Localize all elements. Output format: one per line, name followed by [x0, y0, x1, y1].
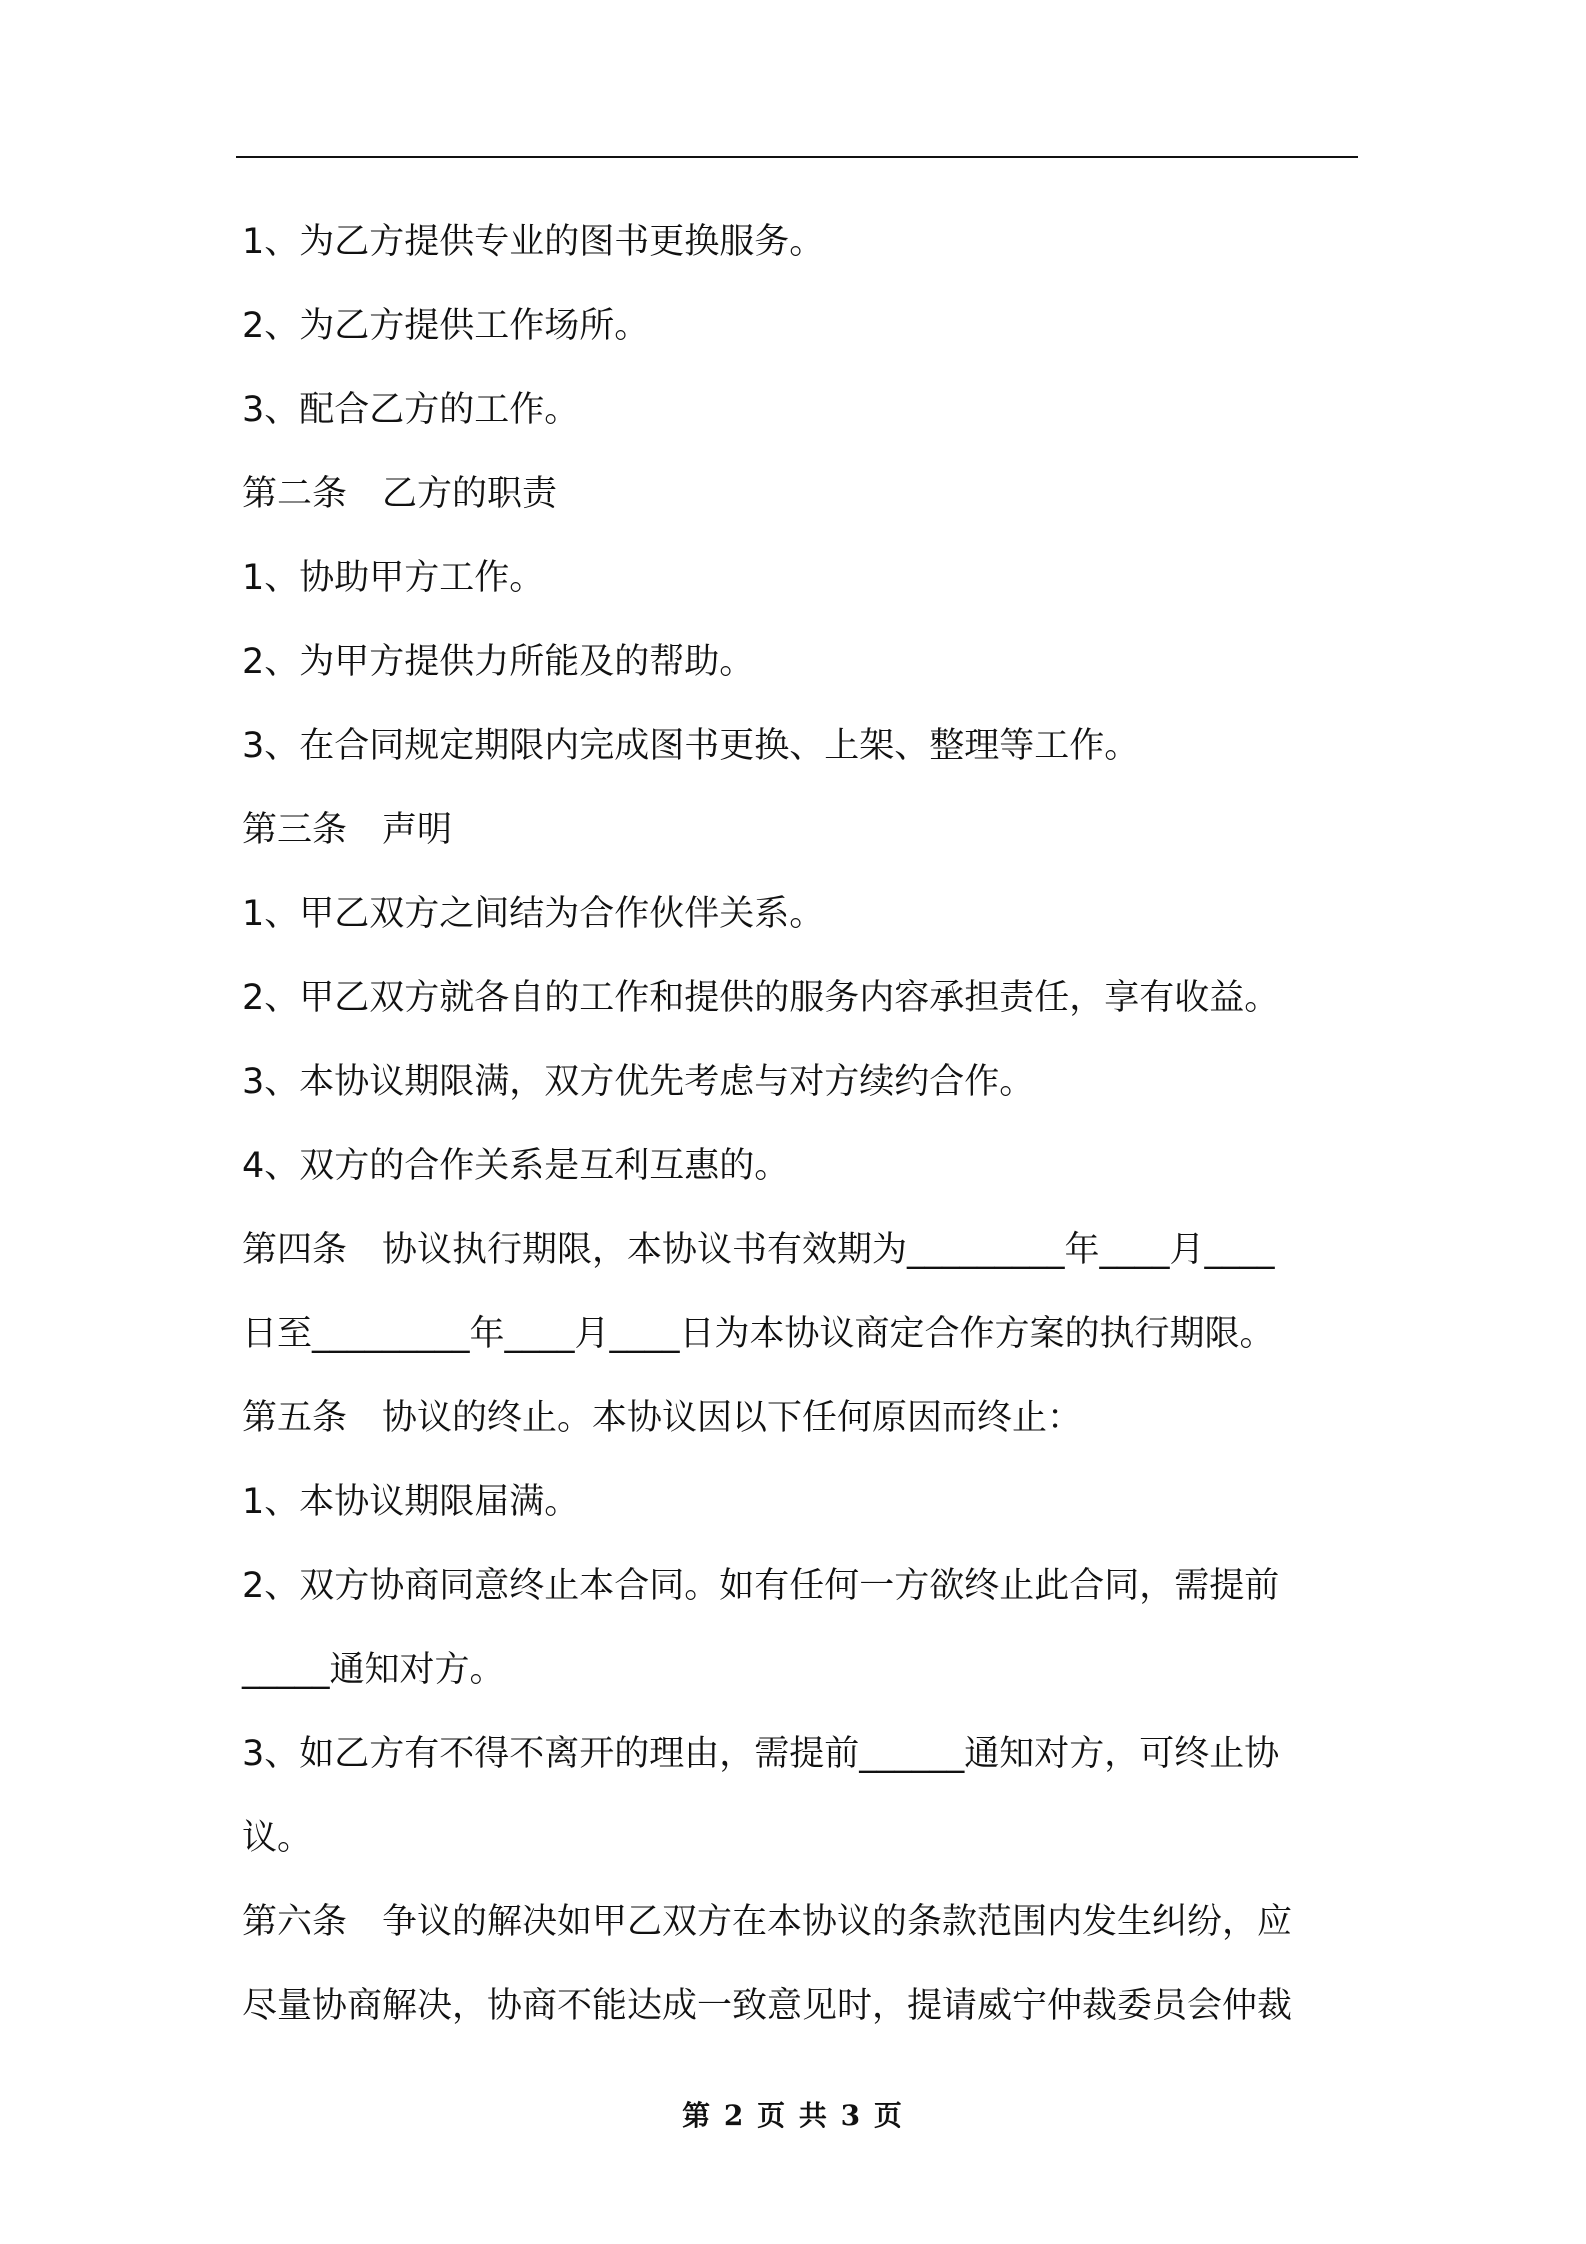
text-line: 4、双方的合作关系是互利互惠的。: [242, 1146, 790, 1186]
header-rule: [236, 156, 1358, 158]
text-line: 尽量协商解决，协商不能达成一致意见时，提请威宁仲裁委员会仲裁: [242, 1986, 1293, 2026]
text-line: 1、为乙方提供专业的图书更换服务。: [242, 222, 825, 262]
text-line: 日至_________年____月____日为本协议商定合作方案的执行期限。: [242, 1314, 1275, 1354]
text-line: 3、本协议期限满，双方优先考虑与对方续约合作。: [242, 1062, 1035, 1102]
document-body: [242, 200, 1358, 2048]
section-heading: 第三条 声明: [242, 810, 453, 850]
page-footer: 第 2 页 共 3 页: [682, 2099, 904, 2132]
text-line: 1、甲乙双方之间结为合作伙伴关系。: [242, 894, 825, 934]
section-heading: 第五条 协议的终止。本协议因以下任何原因而终止：: [242, 1398, 1083, 1438]
text-line: 2、为甲方提供力所能及的帮助。: [242, 642, 755, 682]
section-heading: 第四条 协议执行期限，本协议书有效期为_________年____月____: [242, 1230, 1275, 1270]
text-line: 2、甲乙双方就各自的工作和提供的服务内容承担责任，享有收益。: [242, 978, 1280, 1018]
text-line: 3、如乙方有不得不离开的理由，需提前______通知对方，可终止协: [242, 1734, 1280, 1774]
text-line: 3、配合乙方的工作。: [242, 390, 580, 430]
text-line: 1、协助甲方工作。: [242, 558, 545, 598]
text-line: 2、为乙方提供工作场所。: [242, 306, 650, 346]
section-heading: 第二条 乙方的职责: [242, 474, 558, 514]
text-line: 议。: [242, 1818, 313, 1858]
text-line: 3、在合同规定期限内完成图书更换、上架、整理等工作。: [242, 726, 1140, 766]
section-heading: 第六条 争议的解决如甲乙双方在本协议的条款范围内发生纠纷，应: [242, 1902, 1293, 1942]
text-line: 2、双方协商同意终止本合同。如有任何一方欲终止此合同，需提前: [242, 1566, 1280, 1606]
text-line: _____通知对方。: [242, 1650, 505, 1690]
text-line: 1、本协议期限届满。: [242, 1482, 580, 1522]
